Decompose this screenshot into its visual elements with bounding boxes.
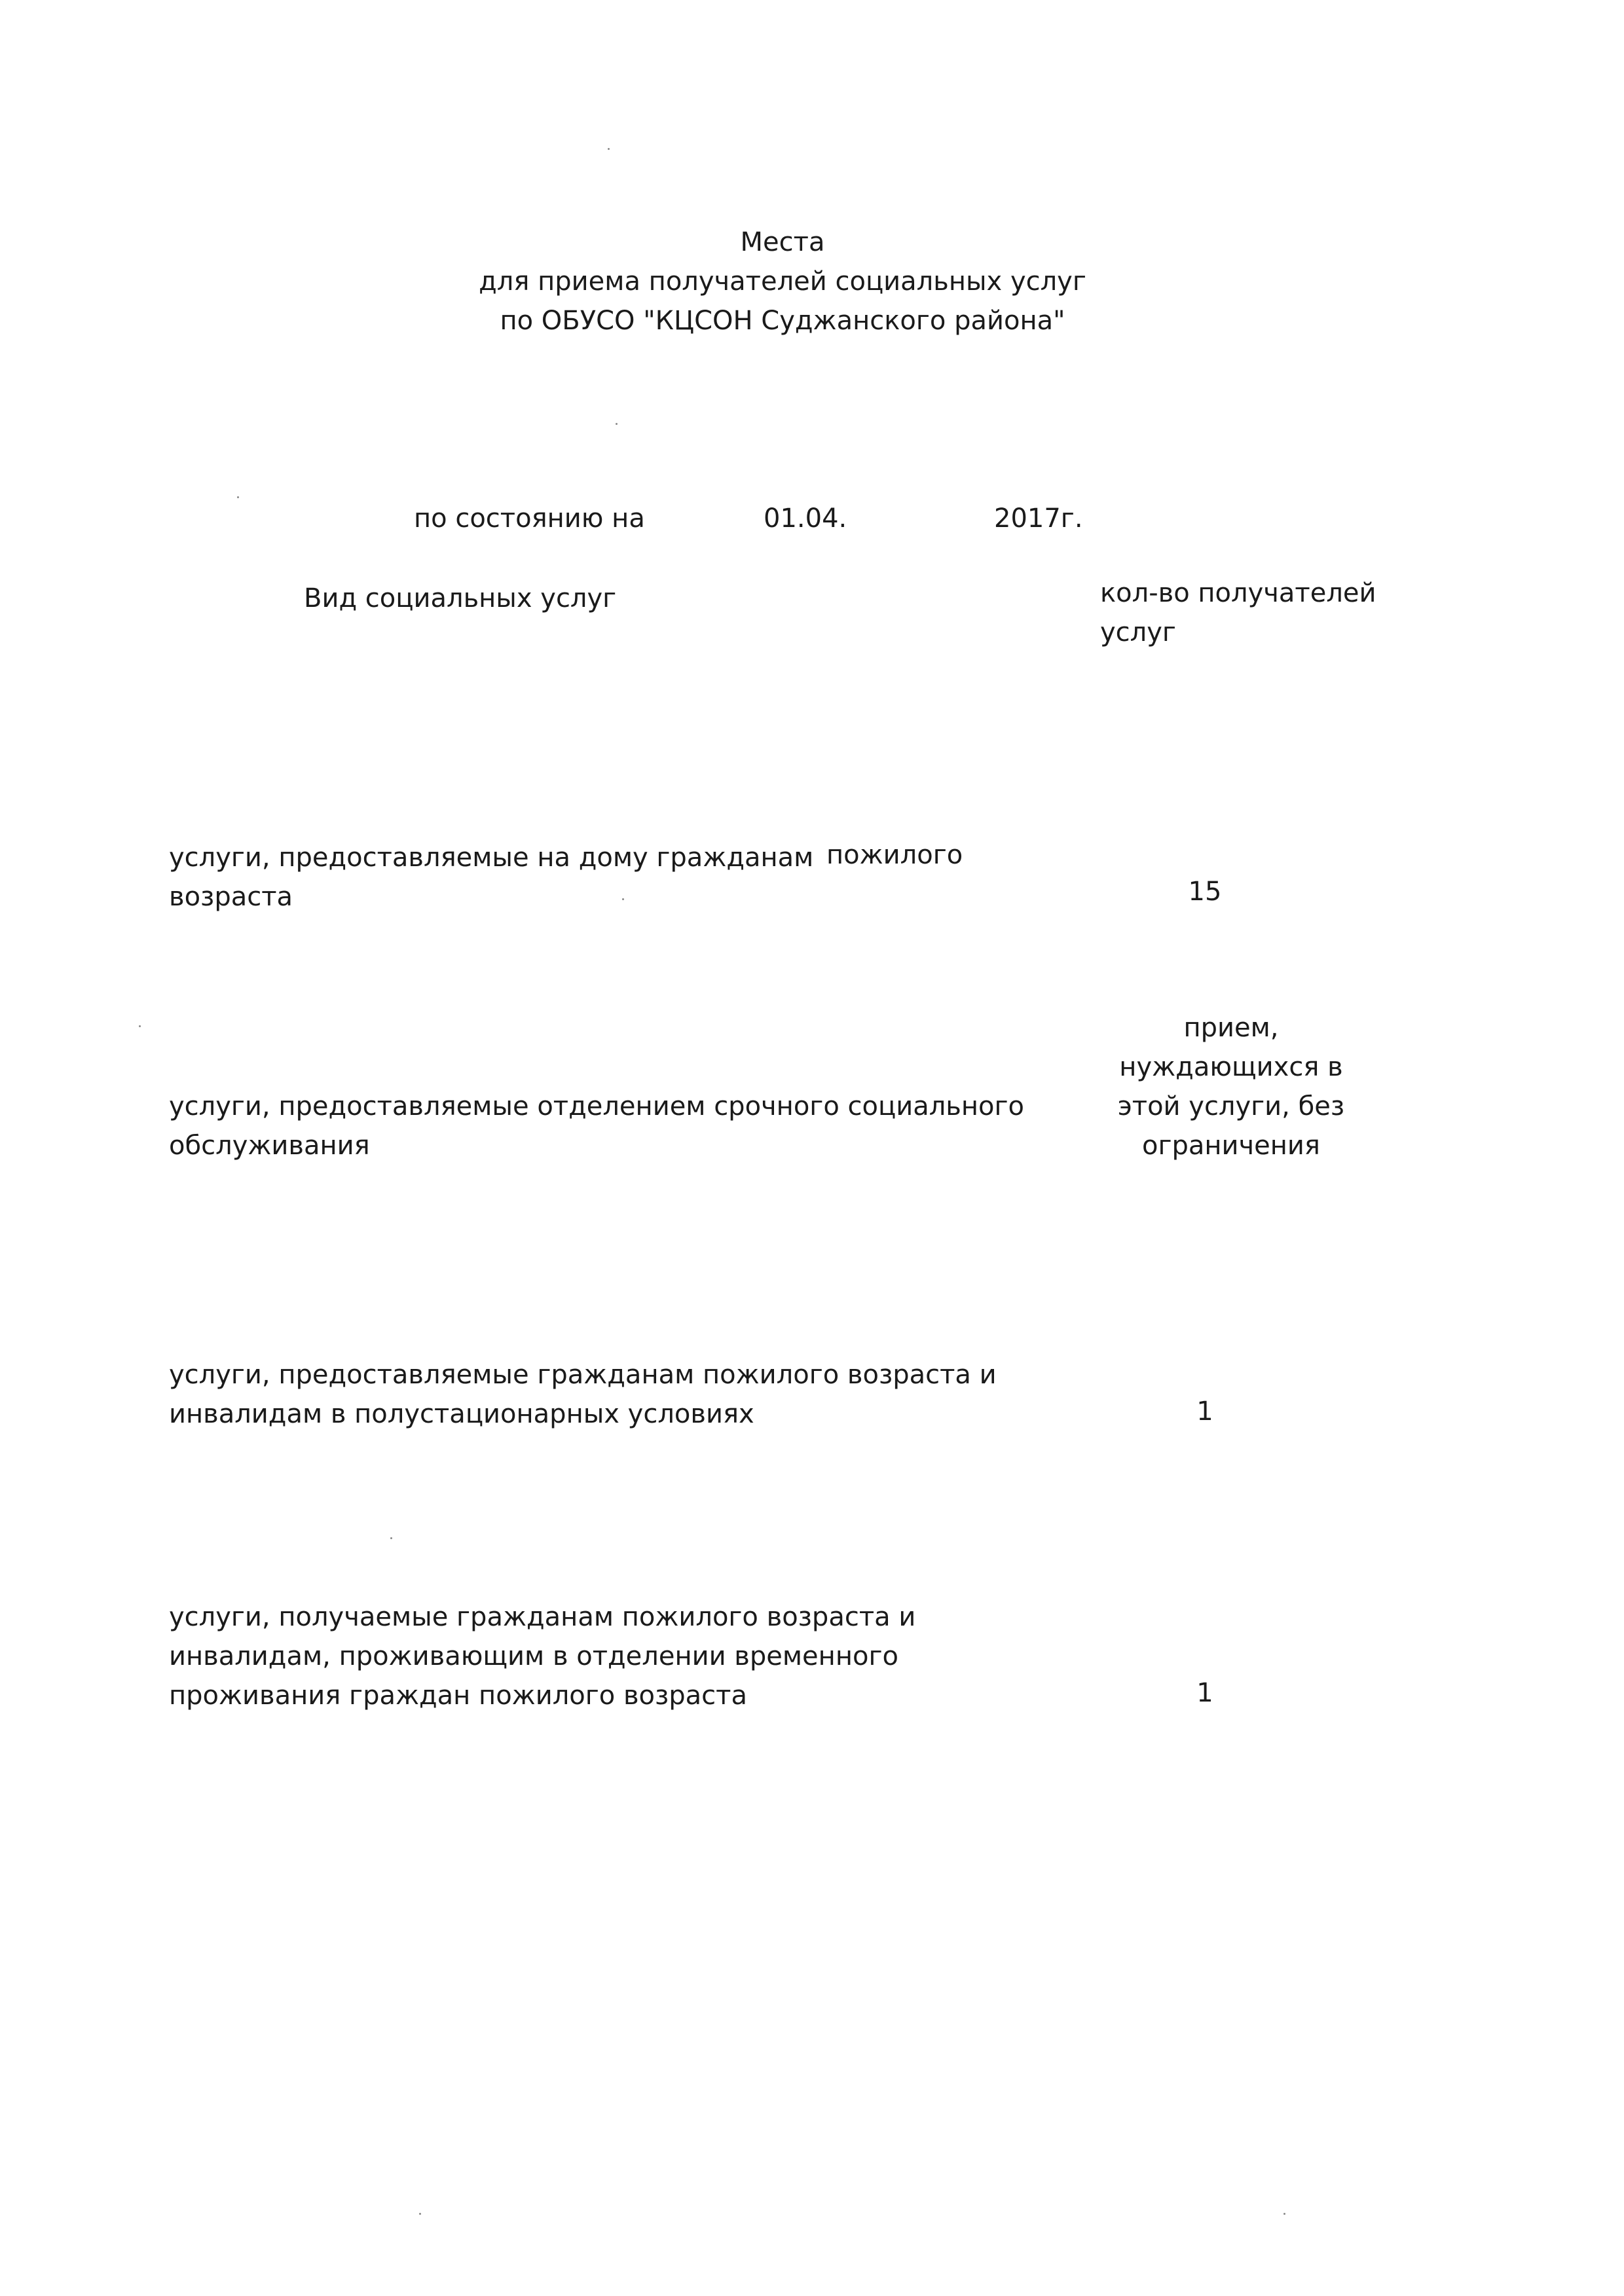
row-2-count-line-2: нуждающихся в: [1119, 1052, 1343, 1082]
row-2-count-line-3: этой услуги, без: [1117, 1091, 1345, 1121]
header-recipients-line-2: услуг: [1100, 617, 1176, 647]
header-recipients-line-1: кол-во получателей: [1100, 578, 1376, 608]
row-1-count: 15: [1188, 877, 1222, 907]
scan-speck: [390, 1537, 392, 1539]
row-1-extra-word: пожилого: [826, 840, 963, 870]
row-2-count-line-4: ограничения: [1142, 1131, 1320, 1161]
row-1-text-line-1: услуги, предоставляемые на дому гражданам: [169, 843, 814, 873]
scan-speck: [616, 423, 618, 425]
title-line-2: для приема получателей социальных услуг: [479, 266, 1086, 297]
row-4-text-line-2: инвалидам, проживающим в отделении временного: [169, 1641, 898, 1671]
scan-speck: [608, 148, 610, 150]
header-service-type: Вид социальных услуг: [304, 583, 617, 613]
status-date-day-month: 01.04.: [764, 503, 847, 534]
status-date-label: по состоянию на: [414, 503, 645, 534]
title-line-3: по ОБУСО "КЦСОН Суджанского района": [500, 306, 1065, 336]
row-2-text-line-2: обслуживания: [169, 1131, 370, 1161]
row-4-text-line-3: проживания граждан пожилого возраста: [169, 1681, 747, 1711]
scan-speck: [139, 1025, 141, 1027]
row-3-text-line-2: инвалидам в полустационарных условиях: [169, 1399, 754, 1429]
status-date-year: 2017г.: [994, 503, 1083, 534]
row-3-count: 1: [1196, 1396, 1213, 1427]
row-2-text-line-1: услуги, предоставляемые отделением срочного социального: [169, 1091, 1024, 1121]
scan-speck: [237, 496, 239, 498]
row-4-count: 1: [1196, 1678, 1213, 1708]
row-3-text-line-1: услуги, предоставляемые гражданам пожилого возраста и: [169, 1360, 997, 1390]
scan-speck: [622, 898, 624, 900]
scan-speck: [419, 2213, 421, 2215]
row-4-text-line-1: услуги, получаемые гражданам пожилого возраста и: [169, 1602, 916, 1632]
title-line-1: Места: [740, 227, 825, 257]
row-2-count-line-1: прием,: [1183, 1013, 1279, 1043]
scan-speck: [1283, 2213, 1285, 2215]
row-1-text-line-2: возраста: [169, 882, 293, 912]
